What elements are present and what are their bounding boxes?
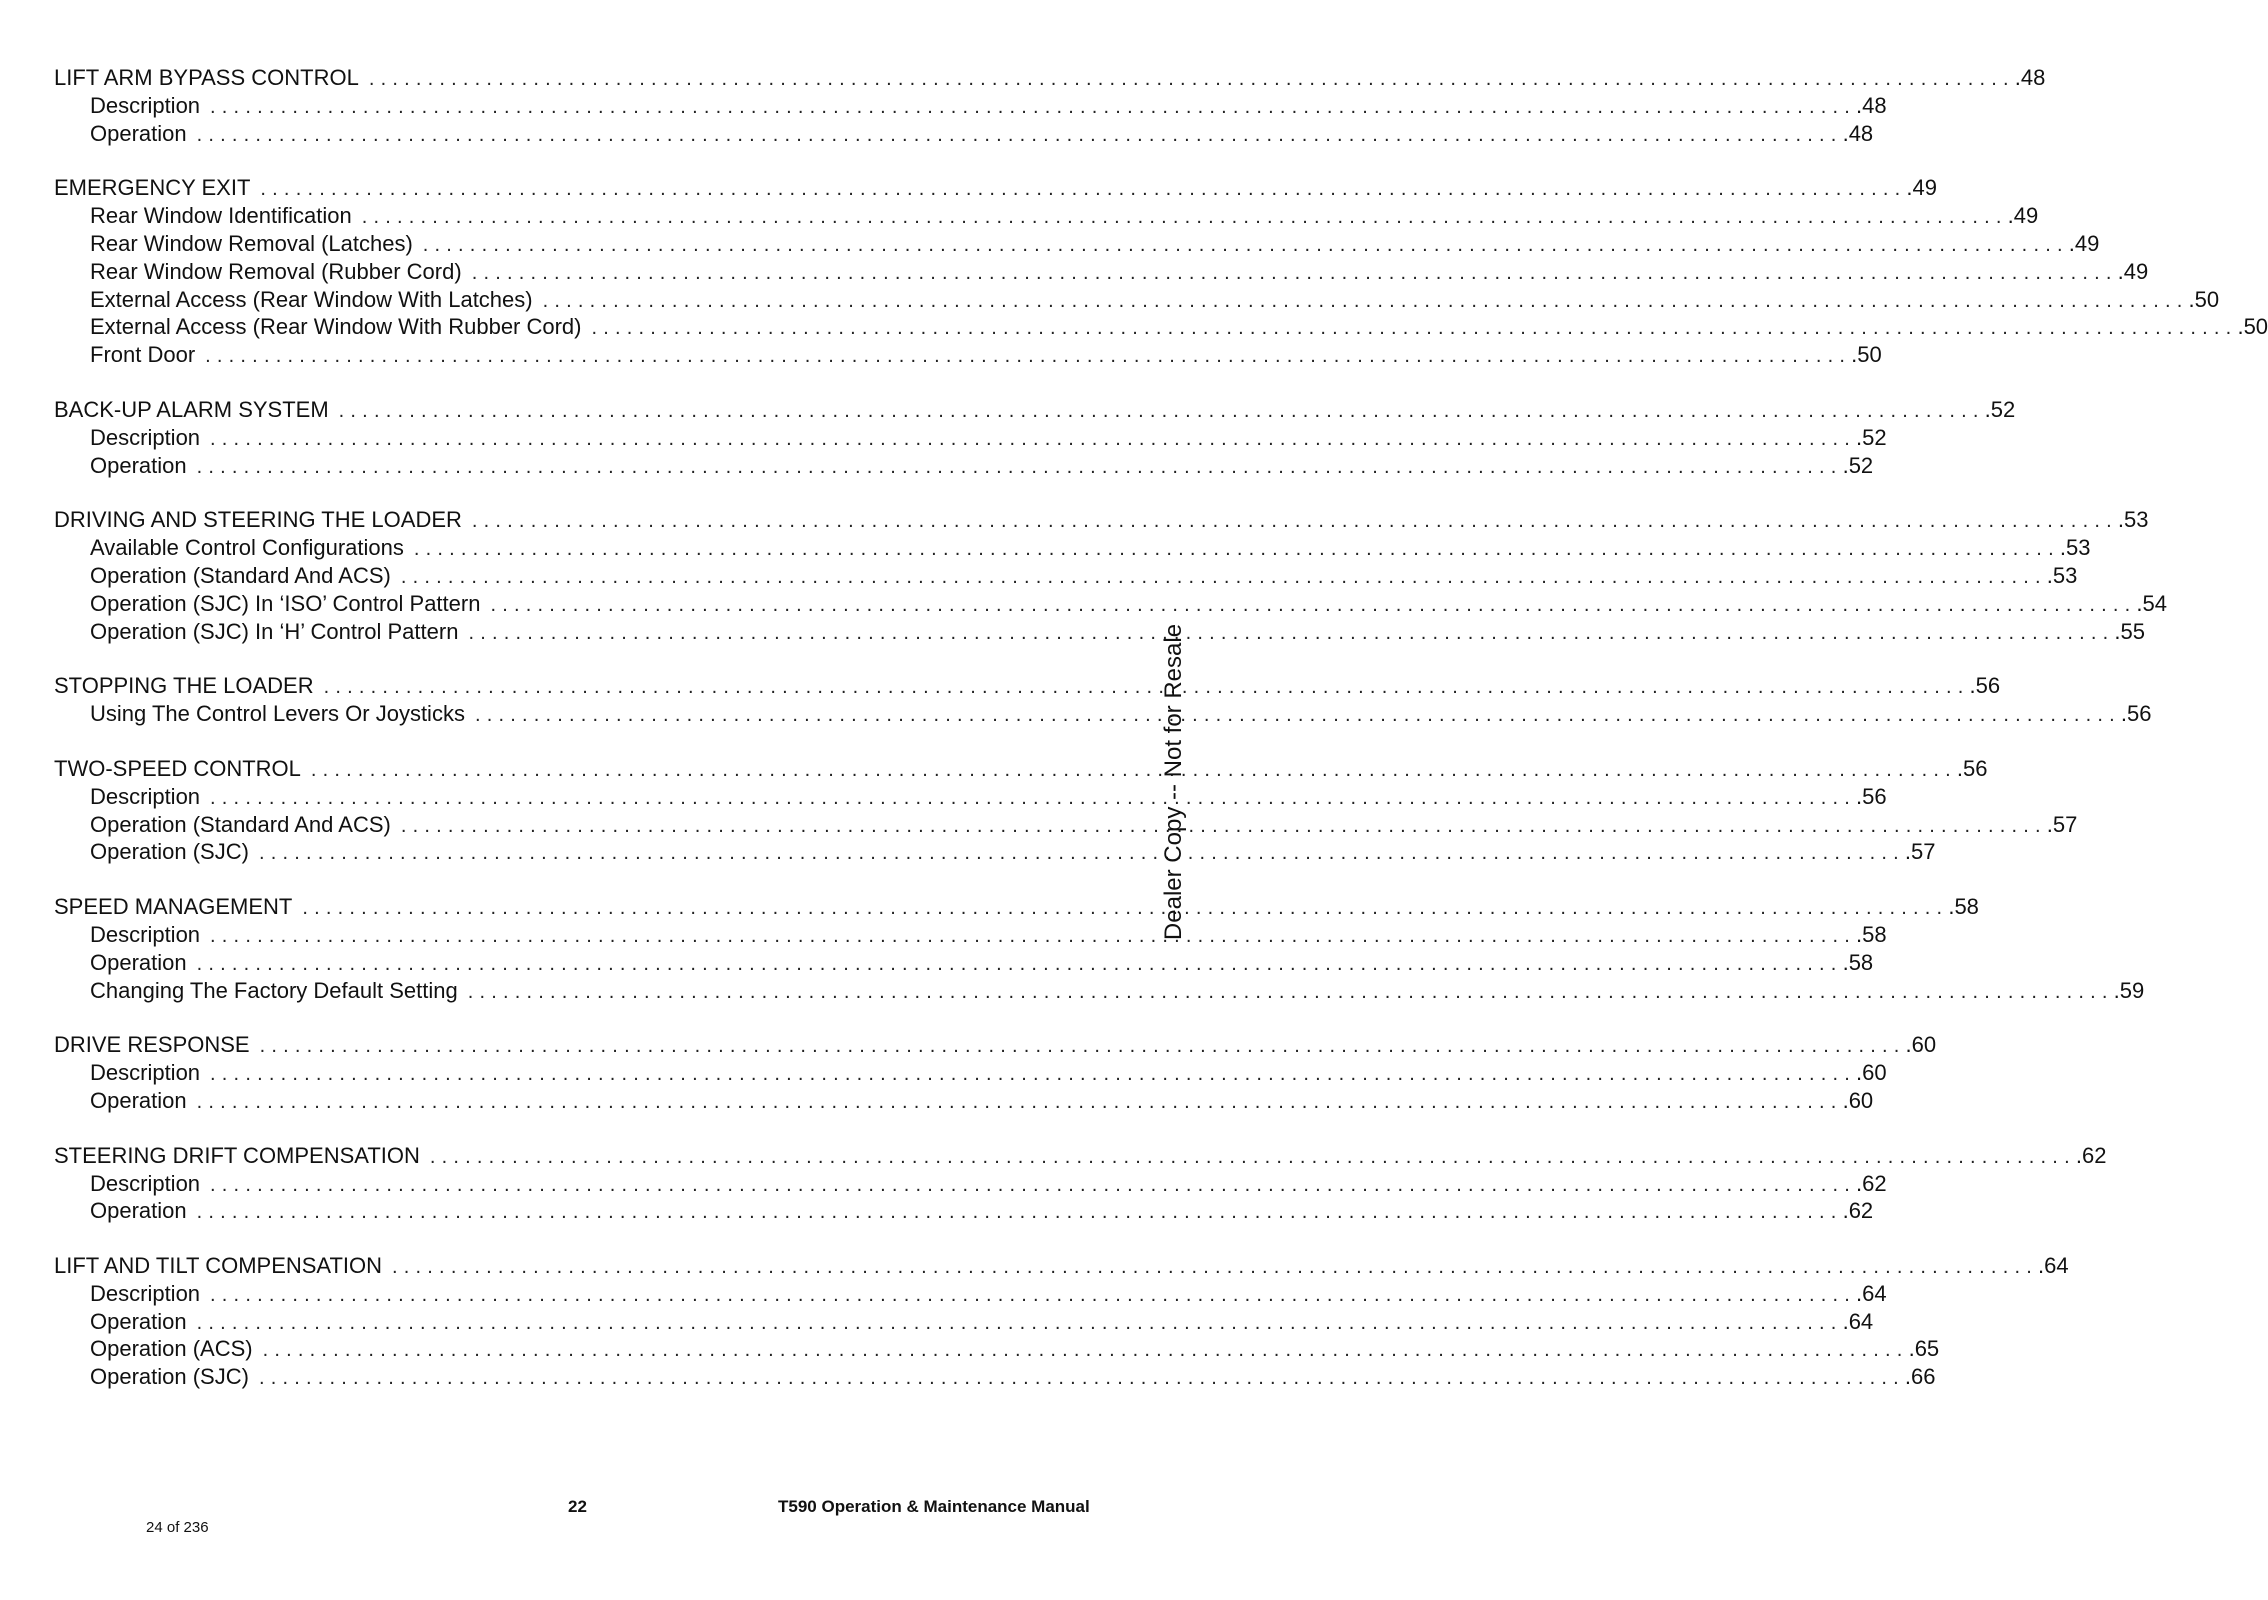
toc-section xyxy=(54,1252,2069,1391)
toc-page-number: . 60 xyxy=(1856,1059,1887,1087)
dot-leader: ............................................................................................................................................ xyxy=(210,786,1856,809)
dot-leader: ............................................................................................................................................ xyxy=(392,1256,2038,1279)
toc-section-title: LIFT ARM BYPASS CONTROL xyxy=(54,65,359,90)
toc-section-title: BACK-UP ALARM SYSTEM xyxy=(54,396,329,422)
toc-item-row xyxy=(54,783,1887,811)
toc-item-label: Operation xyxy=(90,452,187,478)
toc-item-label: External Access (Rear Window With Rubber Cord) xyxy=(90,314,582,340)
toc-page-number: . 59 xyxy=(2114,977,2145,1005)
toc-item-row xyxy=(54,1280,1887,1308)
toc-item-row xyxy=(54,1363,1936,1391)
toc-page-number: . 56 xyxy=(1856,783,1887,811)
toc-page-number: . 50 xyxy=(1851,341,1882,369)
toc-page-number: . 49 xyxy=(2118,258,2149,286)
toc-section-title: SPEED MANAGEMENT xyxy=(54,894,293,920)
dot-leader: ............................................................................................................................................ xyxy=(429,1145,2076,1168)
dot-leader: ............................................................................................................................................ xyxy=(259,1035,1906,1058)
toc-item-row xyxy=(54,424,1887,452)
toc-page-number: . 48 xyxy=(2015,64,2046,92)
toc-section xyxy=(54,1031,1937,1114)
toc-section-row xyxy=(54,893,1979,921)
toc-page-number: . 62 xyxy=(2076,1142,2107,1170)
toc-item-label: Available Control Configurations xyxy=(90,535,404,561)
toc-item-label: Description xyxy=(90,1170,201,1196)
toc-item-row xyxy=(54,230,2100,258)
dot-leader: ............................................................................................................................................ xyxy=(338,399,1985,422)
toc-page-number: . 58 xyxy=(1856,921,1887,949)
dot-leader: ............................................................................................................................................ xyxy=(210,1063,1856,1086)
dot-leader: ............................................................................................................................................ xyxy=(210,1283,1856,1306)
toc-item-row xyxy=(54,949,1874,977)
toc-section xyxy=(54,396,2016,479)
dot-leader: ............................................................................................................................................ xyxy=(205,345,1852,368)
dot-leader: ............................................................................................................................................ xyxy=(210,1173,1856,1196)
toc-item-row xyxy=(54,562,2078,590)
toc-page-number: . 49 xyxy=(2069,230,2100,258)
toc-section xyxy=(54,672,2152,728)
toc-item-row xyxy=(54,258,2149,286)
toc-page-number: . 65 xyxy=(1909,1335,1940,1363)
toc-page-number: . 60 xyxy=(1843,1087,1874,1115)
toc-item-label: Operation xyxy=(90,1198,187,1224)
dot-leader: ............................................................................................................................................ xyxy=(196,1311,1843,1334)
dot-leader: ............................................................................................................................................ xyxy=(196,1090,1843,1113)
toc-page-number: . 52 xyxy=(1843,452,1874,480)
toc-page-number: . 57 xyxy=(1905,838,1936,866)
toc-page-number: . 56 xyxy=(1957,755,1988,783)
toc-page-number: . 50 xyxy=(2189,286,2220,314)
toc-item-label: Operation xyxy=(90,949,187,975)
toc-page-number: . 64 xyxy=(1843,1308,1874,1336)
toc-item-label: Operation xyxy=(90,120,187,146)
toc-page-number: . 64 xyxy=(2038,1252,2069,1280)
toc-section-row xyxy=(54,1031,1937,1059)
dot-leader: ............................................................................................................................................ xyxy=(400,814,2047,837)
toc-page-number: . 54 xyxy=(2136,590,2167,618)
dot-leader: ............................................................................................................................................ xyxy=(471,510,2118,533)
toc-item-label: Operation (Standard And ACS) xyxy=(90,811,391,837)
toc-item-label: Operation (SJC) xyxy=(90,1364,249,1390)
dot-leader: ............................................................................................................................................ xyxy=(196,123,1843,146)
toc-item-row xyxy=(54,838,1936,866)
dot-leader: ............................................................................................................................................ xyxy=(368,68,2015,90)
toc-item-label: Operation (Standard And ACS) xyxy=(90,562,391,588)
toc-section-title: EMERGENCY EXIT xyxy=(54,175,251,201)
toc-section xyxy=(54,174,2268,369)
toc-page-number: . 49 xyxy=(2008,202,2039,230)
toc-page-number: . 66 xyxy=(1905,1363,1936,1391)
dot-leader: ............................................................................................................................................ xyxy=(490,593,2137,616)
dot-leader: ............................................................................................................................................ xyxy=(196,455,1843,478)
dot-leader: ............................................................................................................................................ xyxy=(474,704,2121,727)
toc-item-label: Changing The Factory Default Setting xyxy=(90,977,458,1003)
toc-section-row xyxy=(54,1252,2069,1280)
toc-item-label: Operation xyxy=(90,1087,187,1113)
toc-page-number: . 53 xyxy=(2047,562,2078,590)
toc-page-number: . 52 xyxy=(1985,396,2016,424)
toc-page-number: . 52 xyxy=(1856,424,1887,452)
toc-item-row xyxy=(54,452,1874,480)
toc-item-label: Rear Window Removal (Rubber Cord) xyxy=(90,258,462,284)
dot-leader: ............................................................................................................................................ xyxy=(196,952,1843,975)
toc-item-row xyxy=(54,1335,1940,1363)
dot-leader: ............................................................................................................................................ xyxy=(302,897,1949,920)
toc-item-label: Description xyxy=(90,92,201,118)
dot-leader: ............................................................................................................................................ xyxy=(260,178,1907,201)
toc-section xyxy=(54,893,2145,1004)
toc-item-label: Operation (ACS) xyxy=(90,1336,253,1362)
toc-page-number: . 62 xyxy=(1843,1197,1874,1225)
toc-page-number: . 64 xyxy=(1856,1280,1887,1308)
toc-item-row xyxy=(54,1197,1874,1225)
toc-item-label: Rear Window Removal (Latches) xyxy=(90,230,413,256)
toc-section-row xyxy=(54,1142,2107,1170)
dot-leader: ............................................................................................................................................ xyxy=(591,317,2238,340)
dot-leader: ............................................................................................................................................ xyxy=(258,842,1905,865)
toc-page-number: . 48 xyxy=(1843,120,1874,148)
footer-page-number: 22 xyxy=(568,1497,587,1516)
dot-leader: ............................................................................................................................................ xyxy=(310,758,1957,781)
dot-leader: ............................................................................................................................................ xyxy=(196,1201,1843,1224)
toc-section xyxy=(54,506,2167,645)
footer-page-count: 24 of 236 xyxy=(146,1519,209,1536)
dot-leader: ............................................................................................................................................ xyxy=(400,565,2047,588)
toc-page-number: . 56 xyxy=(2121,700,2152,728)
toc-section-row xyxy=(54,174,1937,202)
toc-item-label: Operation (SJC) In ‘H’ Control Pattern xyxy=(90,618,459,644)
toc-page-number: . 48 xyxy=(1856,92,1887,120)
dot-leader: ............................................................................................................................................ xyxy=(467,980,2114,1003)
toc-item-label: Description xyxy=(90,1280,201,1306)
dot-leader: ............................................................................................................................................ xyxy=(422,233,2069,256)
dot-leader: ............................................................................................................................................ xyxy=(210,95,1856,118)
toc-item-row xyxy=(54,1059,1887,1087)
toc-section-title: DRIVING AND STEERING THE LOADER xyxy=(54,507,462,533)
toc-item-row xyxy=(54,700,2152,728)
toc-item-row xyxy=(54,1308,1874,1336)
dot-leader: ............................................................................................................................................ xyxy=(468,621,2115,644)
toc-section-row xyxy=(54,396,2016,424)
toc-section-row xyxy=(54,64,2046,92)
toc-page-number: . 53 xyxy=(2060,534,2091,562)
toc-section-title: TWO-SPEED CONTROL xyxy=(54,755,301,781)
toc-item-label: Description xyxy=(90,1060,201,1086)
toc-page-number: . 50 xyxy=(2237,313,2268,341)
toc-page-number: . 57 xyxy=(2047,811,2078,839)
toc-section-title: STOPPING THE LOADER xyxy=(54,673,314,699)
footer-manual-title: T590 Operation & Maintenance Manual xyxy=(778,1497,1090,1516)
toc-item-row xyxy=(54,811,2078,839)
dot-leader: ............................................................................................................................................ xyxy=(210,924,1856,947)
toc-item-label: Description xyxy=(90,783,201,809)
toc-item-row xyxy=(54,921,1887,949)
toc-section-row xyxy=(54,506,2149,534)
toc-item-label: Operation (SJC) xyxy=(90,839,249,865)
toc-page-number: . 60 xyxy=(1906,1031,1937,1059)
toc-page-number: . 56 xyxy=(1970,672,2001,700)
dot-leader: ............................................................................................................................................ xyxy=(210,427,1856,450)
toc-item-row xyxy=(54,534,2091,562)
toc-item-label: Using The Control Levers Or Joysticks xyxy=(90,701,465,727)
dot-leader: ............................................................................................................................................ xyxy=(361,206,2008,229)
toc-section xyxy=(54,1142,2107,1225)
toc-page-number: . 55 xyxy=(2114,618,2145,646)
toc-section-row xyxy=(54,755,1988,783)
toc-page-number: . 58 xyxy=(1843,949,1874,977)
toc-item-row xyxy=(54,618,2145,646)
toc-section-title: DRIVE RESPONSE xyxy=(54,1032,250,1058)
toc-section xyxy=(54,64,2046,147)
dot-leader: ............................................................................................................................................ xyxy=(471,261,2118,284)
toc-item-label: External Access (Rear Window With Latches) xyxy=(90,286,533,312)
toc-page-number: . 58 xyxy=(1948,893,1979,921)
toc-item-row xyxy=(54,313,2268,341)
toc-item-row xyxy=(54,1170,1887,1198)
toc-section-title: LIFT AND TILT COMPENSATION xyxy=(54,1253,383,1279)
toc-item-label: Operation (SJC) In ‘ISO’ Control Pattern xyxy=(90,590,481,616)
toc-item-row xyxy=(54,977,2145,1005)
toc-item-label: Description xyxy=(90,424,201,450)
toc-item-label: Rear Window Identification xyxy=(90,203,352,229)
toc-item-row xyxy=(54,1087,1874,1115)
toc-item-row xyxy=(54,92,1887,120)
toc-page-number: . 53 xyxy=(2118,506,2149,534)
toc-item-label: Operation xyxy=(90,1308,187,1334)
dot-leader: ............................................................................................................................................ xyxy=(258,1367,1905,1390)
toc-section xyxy=(54,755,2078,866)
toc-page-number: . 62 xyxy=(1856,1170,1887,1198)
toc-item-row xyxy=(54,202,2039,230)
toc-section-title: STEERING DRIFT COMPENSATION xyxy=(54,1142,420,1168)
toc-item-row xyxy=(54,286,2220,314)
toc-page-number: . 49 xyxy=(1906,174,1937,202)
toc-item-row xyxy=(54,120,1874,148)
dot-leader: ............................................................................................................................................ xyxy=(413,538,2060,561)
dot-leader: ............................................................................................................................................ xyxy=(542,289,2189,312)
dot-leader: ............................................................................................................................................ xyxy=(262,1339,1909,1362)
toc-item-row xyxy=(54,590,2167,618)
toc-item-label: Front Door xyxy=(90,342,196,368)
dealer-copy-watermark: Dealer Copy -- Not for Resale xyxy=(1160,623,1187,941)
toc-item-row xyxy=(54,341,1882,369)
toc-section-row xyxy=(54,672,2001,700)
toc-item-label: Description xyxy=(90,921,201,947)
dot-leader: ............................................................................................................................................ xyxy=(323,676,1970,699)
